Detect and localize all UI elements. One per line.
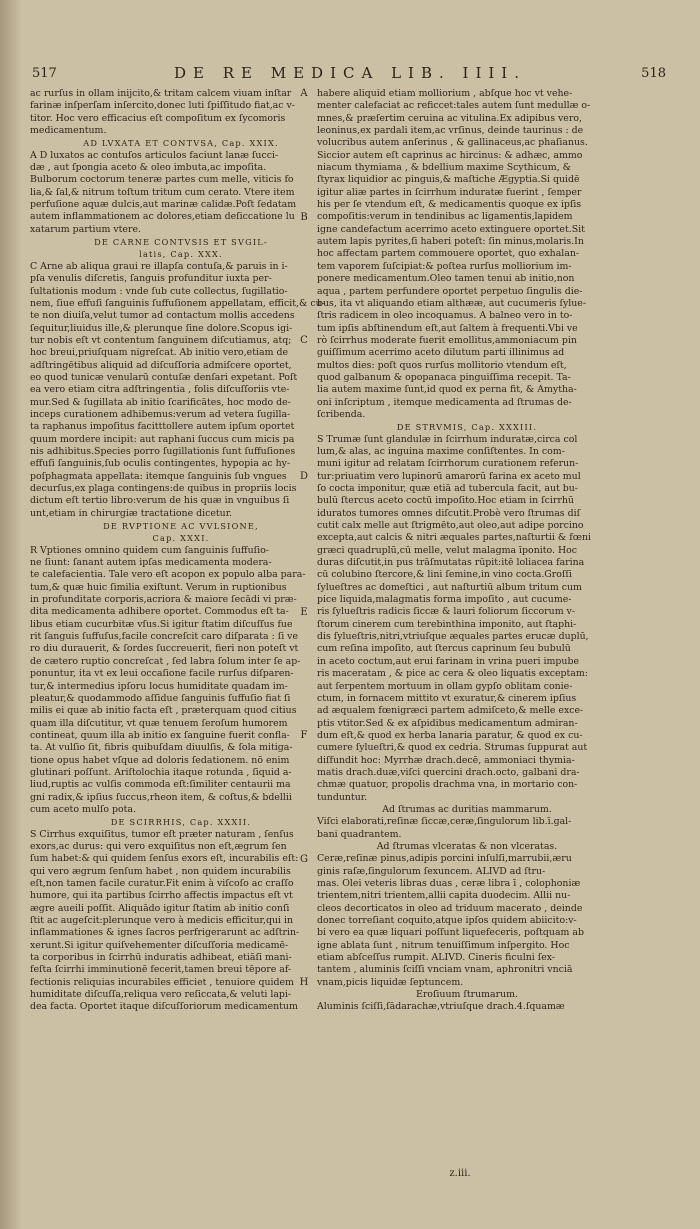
text-line: ta. At vulſio ſit, fibris quibuſdam diuulſis, & ſola mitiga-: [30, 742, 293, 754]
text-line: niacum thymiama , & bdellium maxime Scythicum, &: [317, 162, 571, 174]
text-line: tum,& quæ huic ſimilia exiſtunt. Verum in ruptionibus: [30, 581, 287, 593]
text-line: autem inflammationem ac dolores,etiam deſiccatione lu: [30, 211, 295, 223]
text-line: gni radix,& ipſius ſuccus,rheon item, & coſtus,& bdellii: [30, 791, 292, 803]
text-line: dis ſylueſtris,nitri,vtriuſque æquales partes erucæ duplū,: [317, 631, 589, 643]
text-line: Ceræ,reſinæ pinus,adipis porcini inſulſi,marrubii,æru: [317, 853, 572, 865]
margin-letter: A: [300, 88, 308, 99]
text-line: cum aceto mulſo pota.: [30, 803, 136, 815]
margin-letter: F: [300, 730, 308, 742]
text-line: dita medicamenta adhibere oportet. Commodus eſt ta-: [30, 606, 289, 618]
text-line: ginis raſæ,ſingulorum ſexuncem. ALIVD ad ſtru-: [317, 865, 546, 877]
chapter-heading: DE STRVMIS, Cap. XXXIII.: [396, 422, 538, 433]
text-line: hoc affectam partem commouere oportet, quo exhalan-: [317, 248, 580, 260]
text-line: duras diſcutit,in pus trāſmutatas rūpit:itē loliacea farina: [317, 557, 585, 569]
text-line: dum eſt,& quod ex herba lanaria paratur, & quod ex cu-: [317, 729, 583, 741]
text-line: tum ipſis abſtinendum eſt,aut ſaltem à frequenti.Vbi ve: [317, 322, 578, 334]
text-line: Eroſiuum ſtrumarum.: [415, 989, 518, 1001]
text-line: ta corporibus in ſcirrhū induratis adhibeat, etiāſi mani-: [30, 952, 292, 964]
text-line: autem lapis pyrites,ſi haberi poteſt: ſin minus,molaris.In: [317, 236, 584, 248]
text-line: contineat, quum illa ab initio ex ſanguine fuerit confla-: [30, 729, 290, 741]
text-line: humore, qui ita partibus ſcirrho affectis impactus eſt vt: [30, 890, 293, 902]
text-line: inflammationes & ignes ſacros perfrigerarunt ac adſtrin-: [30, 927, 300, 939]
text-line: ſequitur,liuidus ille,& plerunque ſine dolore.Scopus igi-: [30, 322, 293, 334]
text-line: ponere medicamentum.Oleo tamen tenui ab initio,non: [317, 273, 575, 285]
text-line: mas. Olei veteris libras duas , ceræ libra ī , colophoniæ: [317, 878, 581, 889]
text-line: quod galbanum & opopanaca pinguiſſima recepit. Ta-: [317, 371, 571, 383]
text-line: te non diuiſa,velut tumor ad contactum mollis accedens: [30, 310, 295, 322]
text-line: igne candefactum acerrimo aceto extinguere oportet.Sit: [317, 223, 585, 235]
text-line: iduratos tumores omnes diſcutit.Probè vero ſtrumas diſ: [317, 507, 581, 519]
text-line: ægre aueili poſſit. Aliquādo igitur ſtatim ab initio conſi: [30, 902, 290, 914]
text-line: cleos decorticatos in oleo ad triduum macerato , deinde: [317, 902, 583, 914]
margin-letter: C: [300, 335, 308, 346]
gutter-shadow: [0, 0, 22, 1229]
text-line: titor. Hoc vero efficacius eſt compoſitum ex ſycomoris: [30, 112, 286, 124]
text-line: dæ , aut ſpongia aceto & oleo imbuta,ac impoſita.: [30, 162, 267, 174]
text-line: Ad ſtrumas ac duritias mammarum.: [382, 803, 552, 815]
text-line: R Vptiones omnino quidem cum ſanguinis ſuffuſio-: [30, 544, 269, 556]
text-line: tur nobis eſt vt contentum ſanguinem diſcutiamus, atq;: [30, 334, 292, 346]
text-line: tur,& intermedius ipſoru locus humiditate quadam im-: [30, 680, 288, 692]
text-line: matis drach.duæ,viſci quercini drach.octo, galbani dra-: [317, 766, 580, 778]
text-line: qui vero ægrum ſenſum habet , non quidem incurabilis: [30, 865, 291, 877]
text-line: ſylueſtres ac domeſtici , aut naſturtiū album tritum cum: [317, 581, 582, 593]
margin-letter: E: [300, 606, 308, 618]
text-line: igne ablata ſunt , nitrum tenuiſſimum inſpergito. Hoc: [317, 939, 570, 951]
text-line: ſo cocta imponitur, quæ etiā ad tubercula facit, aut bu-: [317, 483, 578, 494]
text-line: lia,& ſal,& nitrum toſtum tritum cum cerato. Vtere item: [30, 186, 295, 198]
running-title: DE RE MEDICA LIB. IIII.: [173, 64, 526, 82]
text-line: C Arne ab aliqua graui re illapſa contuſa,& paruis in i-: [30, 260, 288, 272]
text-line: ſcribenda.: [317, 408, 366, 420]
chapter-heading: AD LVXATA ET CONTVSA, Cap. XXIX.: [83, 138, 279, 149]
chapter-heading: latis, Cap. XXX.: [139, 249, 223, 260]
text-line: ris maceratam , & pice ac cera & oleo liquatis exceptam:: [317, 668, 588, 680]
text-line: ptis vtitor.Sed & ex aſpidibus medicamentum admiran-: [317, 717, 578, 729]
text-line: lum,& alas, ac inguina maxime conſiſtentes. In com-: [317, 445, 565, 457]
text-line: ſtorum cinerem cum terebinthina imponito, aut ſtaphi-: [317, 618, 577, 630]
text-line: igitur aliæ partes in ſcirrhum induratæ fuerint , ſemper: [317, 186, 582, 198]
text-line: chmæ quatuor, propolis drachma vna, in mortario con-: [317, 779, 578, 791]
text-line: tione opus habet vſque ad doloris ſedationem. nō enim: [30, 754, 290, 766]
margin-letter: D: [299, 470, 309, 482]
text-line: ſtris radicem in oleo incoquamus. A balneo vero in to-: [317, 310, 573, 322]
text-line: ad æqualem fœnigræci partem admiſceto,& melle exce-: [317, 705, 584, 717]
text-line: xerunt.Si igitur quiſvehementer diſcuſſoria medicamē-: [30, 939, 289, 951]
text-line: exors,ac durus: qui vero exquiſitus non eſt,ægrum ſen: [30, 840, 287, 852]
text-line: Aluminis ſciſſi,ſādarachæ,vtriuſque drach.4.ſquamæ: [317, 1001, 565, 1013]
text-line: habere aliquid etiam molliorium , abſque hoc vt vehe-: [317, 88, 573, 99]
text-line: cū colubino ſtercore,& lini ſemine,in vino cocta.Groſſi: [317, 569, 572, 581]
text-line: milis ei quæ ab initio facta eſt , præterquam quod citius: [30, 705, 297, 717]
text-line: ris ſylueſtris radicis ſiccæ & lauri foliorum ſiccorum v-: [317, 606, 576, 618]
text-line: de cætero ruptio concreſcat , ſed labra ſolum inter ſe ap-: [30, 655, 301, 667]
text-line: ea vero etiam citra adſtringentia , folis diſcuſſoriis vte-: [30, 384, 290, 396]
text-line: aqua , partem perfundere oportet perpetuo ſingulis die-: [317, 285, 583, 297]
text-line: pice liquida,malagmatis forma impoſito , aut cucume-: [317, 594, 572, 606]
page-number-right: 518: [641, 66, 666, 81]
text-line: poſphagmata appellata: itemque ſanguinis ſub vngues: [30, 470, 287, 482]
text-line: trientem,nitri trientem,allii capita duodecim. Allii nu-: [317, 890, 571, 902]
text-line: volucribus autem anſerinus , & gallinaceus,ac phaſianus.: [317, 137, 588, 149]
text-line: ta raphanus impoſitus facitttollere autem ipſum oportet: [30, 421, 295, 433]
running-head: [24, 64, 676, 88]
text-line: decurſus,ex plaga contingens:de quibus in propriis locis: [30, 483, 297, 494]
text-line: Siccior autem eſt caprinus ac hircinus: & adhæc, ammo: [317, 149, 583, 161]
text-line: xatarum partium vtere.: [30, 223, 141, 235]
text-line: vnam,picis liquidæ ſeptuncem.: [317, 976, 464, 988]
text-line: ponuntur, ita vt ex leui occaſione facile rurſus diſparen-: [30, 668, 294, 680]
text-line: eo quod tunicæ venularū contuſæ denſari expetant. Poſt: [30, 371, 298, 383]
text-line: dea facta. Oportet itaque diſcuſſoriorum medicamentum: [30, 1001, 298, 1013]
text-line: compoſitis:verum in tendinibus ac ligamentis,lapidem: [317, 211, 573, 223]
text-line: ſtit ac augeſcit:plerunque vero à medicis efficitur,qui in: [30, 915, 294, 927]
chapter-heading: DE SCIRRHIS, Cap. XXXII.: [110, 817, 252, 828]
text-line: Bulborum coctorum teneræ partes cum melle, viticis fo: [30, 174, 294, 186]
text-line: diſfundit hoc: Myrrhæ drach.decē, ammoniaci thymia-: [317, 754, 575, 766]
text-line: Viſci elaborati,reſinæ ſiccæ,ceræ,ſingulorum lib.ī.gal-: [317, 816, 572, 828]
text-line: quum mordere incipit: aut raphani ſuccus cum micis pa: [30, 433, 295, 445]
text-line: mur.Sed & ſugillata ab initio ſcarificātes, hoc modo de-: [30, 396, 291, 408]
text-line: ac rurſus in ollam inijcito,& tritam calcem viuam inſtar: [30, 88, 292, 99]
text-line: fectionis reliquias incurabiles efficiet , tenuiore quidem: [30, 976, 294, 988]
text-line: medicamentum.: [30, 125, 107, 137]
text-line: feſta ſcirrhi imminutionē fecerit,tamen breui tēpore af-: [30, 964, 292, 976]
text-line: ſtyrax liquidior ac pinguis,& maſtiche Ægyptia.Si quidē: [317, 174, 580, 186]
text-line: inceps curationem adhibemus:verum ad vetera ſugilla-: [30, 408, 291, 420]
text-line: unt,etiam in chirurgiæ tractatione dicetur.: [30, 507, 233, 519]
text-line: eſt,non tamen facile curatur.Fit enim à viſcoſo ac craſſo: [30, 878, 294, 889]
text-line: ne ſiunt: ſanant autem ipſas medicamenta modera-: [30, 557, 272, 569]
text-line: pleatur,& quodammodo aſſidue ſanguinis ſuffuſio fiat ſi: [30, 692, 291, 704]
text-line: tem vaporem ſuſcipiat:& poſtea rurſus molliorium im-: [317, 260, 572, 272]
text-line: muni igitur ad relatam ſcirrhorum curationem referun-: [317, 458, 579, 470]
text-line: græci quadruplū,cū melle, velut malagma īponito. Hoc: [317, 544, 578, 556]
text-line: lia autem maxime ſunt,id quod ex perna fit, & Amytha-: [317, 384, 577, 396]
text-line: in profunditate corporis,acriora & maiore ſecādi vi præ-: [30, 594, 297, 606]
text-line: farinæ inſperſam inſercito,donec luti ſpiſſitudo fiat,ac v-: [30, 100, 295, 112]
text-line: excepta,aut calcis & nitri æquales partes,naſturtii & fœni: [317, 532, 591, 544]
text-line: mnes,& præſertim ceruina ac vitulina.Ex adipibus vero,: [317, 112, 582, 124]
text-line: ſum habet:& qui quidem ſenſus exors eſt, incurabilis eſt:: [30, 853, 299, 865]
text-line: bus, ita vt aliquando etiam althææ, aut cucumeris ſylue-: [317, 297, 586, 309]
left-column: [30, 88, 332, 1014]
text-line: A D luxatos ac contuſos articulos faciunt lanæ ſucci-: [30, 149, 279, 161]
text-line: libus etiam cucurbitæ vſus.Si igitur ſtatim diſcuſſus fue: [30, 618, 293, 630]
text-line: te calefacientia. Tale vero eſt acopon ex populo alba para-: [30, 569, 306, 581]
text-line: ſultationis modum : vnde ſub cute collectus, ſugillatio-: [30, 285, 288, 297]
text-line: menter calefaciat ac reficcet:tales autem ſunt medullæ o-: [317, 100, 591, 112]
text-line: guiſſimum acerrimo aceto dilutum parti illinimus ad: [317, 347, 565, 359]
text-line: effuſi ſanguinis,ſub oculis contingentes, hypopia ac hy-: [30, 458, 291, 470]
text-line: S Trumæ ſunt glandulæ in ſcirrhum induratæ,circa col: [317, 433, 578, 445]
text-line: liud,ruptis ac vulſis commoda eſt:ſimiliter centaurii ma: [30, 779, 291, 791]
text-line: bi vero ea quæ liquari poſſunt liquefeceris, poſtquam ab: [317, 927, 584, 939]
text-line: S Cirrhus exquiſitus, tumor eſt præter naturam , ſenſus: [30, 828, 294, 840]
text-line: leoninus,ex pardali item,ac vrſinus, deinde taurinus : de: [317, 125, 584, 137]
text-line: pſa venulis diſcretis, ſanguis profunditur iuxta per-: [30, 273, 272, 285]
right-column: [317, 88, 617, 1014]
text-line: tunduntur.: [317, 791, 368, 803]
text-line: oni inſcriptum , itemque medicamenta ad ſtrumas de-: [317, 396, 572, 408]
text-line: donec torreſiant coquito,atque ipſos quidem abiicito:v-: [317, 915, 577, 927]
text-line: cumere ſylueſtri,& quod ex cedria. Strumas ſuppurat aut: [317, 742, 588, 754]
text-line: bulū ſtercus aceto coctū impoſito.Hoc etiam in ſcirrhū: [317, 495, 574, 507]
chapter-heading: DE RVPTIONE AC VVLSIONE,: [103, 521, 259, 532]
text-line: perfuſione aquæ dulcis,aut marinæ calidæ.Poſt ſedatam: [30, 199, 297, 211]
text-line: etiam abſceſſus rumpit. ALIVD. Cineris ficulni ſex-: [317, 952, 556, 964]
text-line: hoc breui,priuſquam nigreſcat. Ab initio vero,etiam de: [30, 347, 289, 359]
text-line: quam illa diſcutitur, vt quæ tenuem ſeroſum humorem: [30, 717, 288, 729]
text-line: nem, ſiue effuſi ſanguinis ſuffuſionem appellatam, efficit,& cu-: [30, 297, 325, 309]
chapter-heading: Cap. XXXI.: [152, 533, 210, 544]
catchword: z.iii.: [449, 1168, 471, 1179]
text-line: tur:priuatim vero lupinorū amarorū farina ex aceto mul: [317, 470, 581, 482]
text-line: in aceto coctum,aut erui farinam in vrina pueri impube: [317, 655, 579, 667]
text-line: tantem , aluminis ſciſſi vnciam vnam, aphronitri vnciā: [317, 964, 573, 976]
text-line: glutinari poſſunt. Ariſtolochia itaque rotunda , ſiquid a-: [30, 766, 292, 778]
text-line: rò ſcirrhus moderate fuerit emollitus,ammoniacum pin: [317, 334, 577, 346]
margin-letter: G: [300, 853, 308, 865]
text-line: his per ſe vtendum eſt, & medicamentis quoque ex ipſis: [317, 199, 582, 211]
chapter-heading: DE CARNE CONTVSIS ET SVGIL-: [94, 237, 268, 248]
page-number-left: 517: [32, 66, 57, 81]
text-line: cutit calx melle aut ſtrigmēto,aut oleo,aut adipe porcino: [317, 520, 584, 532]
text-line: multos dies: poſt quos rurſus mollitorio vtendum eſt,: [317, 359, 567, 371]
text-line: ro diu durauerit, & ſordes ſuccreuerit, fieri non poteſt vt: [30, 643, 299, 655]
text-line: aut ſerpentem mortuum in ollam gypſo oblitam conie-: [317, 680, 573, 692]
text-line: Ad ſtrumas vlceratas & non vlceratas.: [376, 840, 558, 852]
margin-letter: H: [299, 977, 309, 989]
text-line: bani quadrantem.: [317, 828, 402, 840]
text-line: cum reſina impoſito, aut ſtercus caprinum ſeu bubulū: [317, 643, 571, 655]
text-line: humiditate diſcuſſa,reliqua vero reſiccata,& veluti lapi-: [30, 989, 292, 1001]
text-line: adſtringētibus aliquid ad diſcuſſoria admiſcere oportet,: [30, 359, 292, 371]
text-line: dictum eſt tertio libro:verum de his quæ in vnguibus ſi: [30, 495, 290, 507]
text-line: nis adhibitus.Species porro ſugillationis ſunt ſuffuſiones: [30, 445, 296, 457]
text-line: rit ſanguis ſuffuſus,facile concreſcit caro diſparata : ſi ve: [30, 631, 299, 643]
text-line: ctum, in fornacem mittito vt exuratur,& cinerem ipſius: [317, 692, 577, 704]
margin-letter: B: [300, 211, 308, 223]
